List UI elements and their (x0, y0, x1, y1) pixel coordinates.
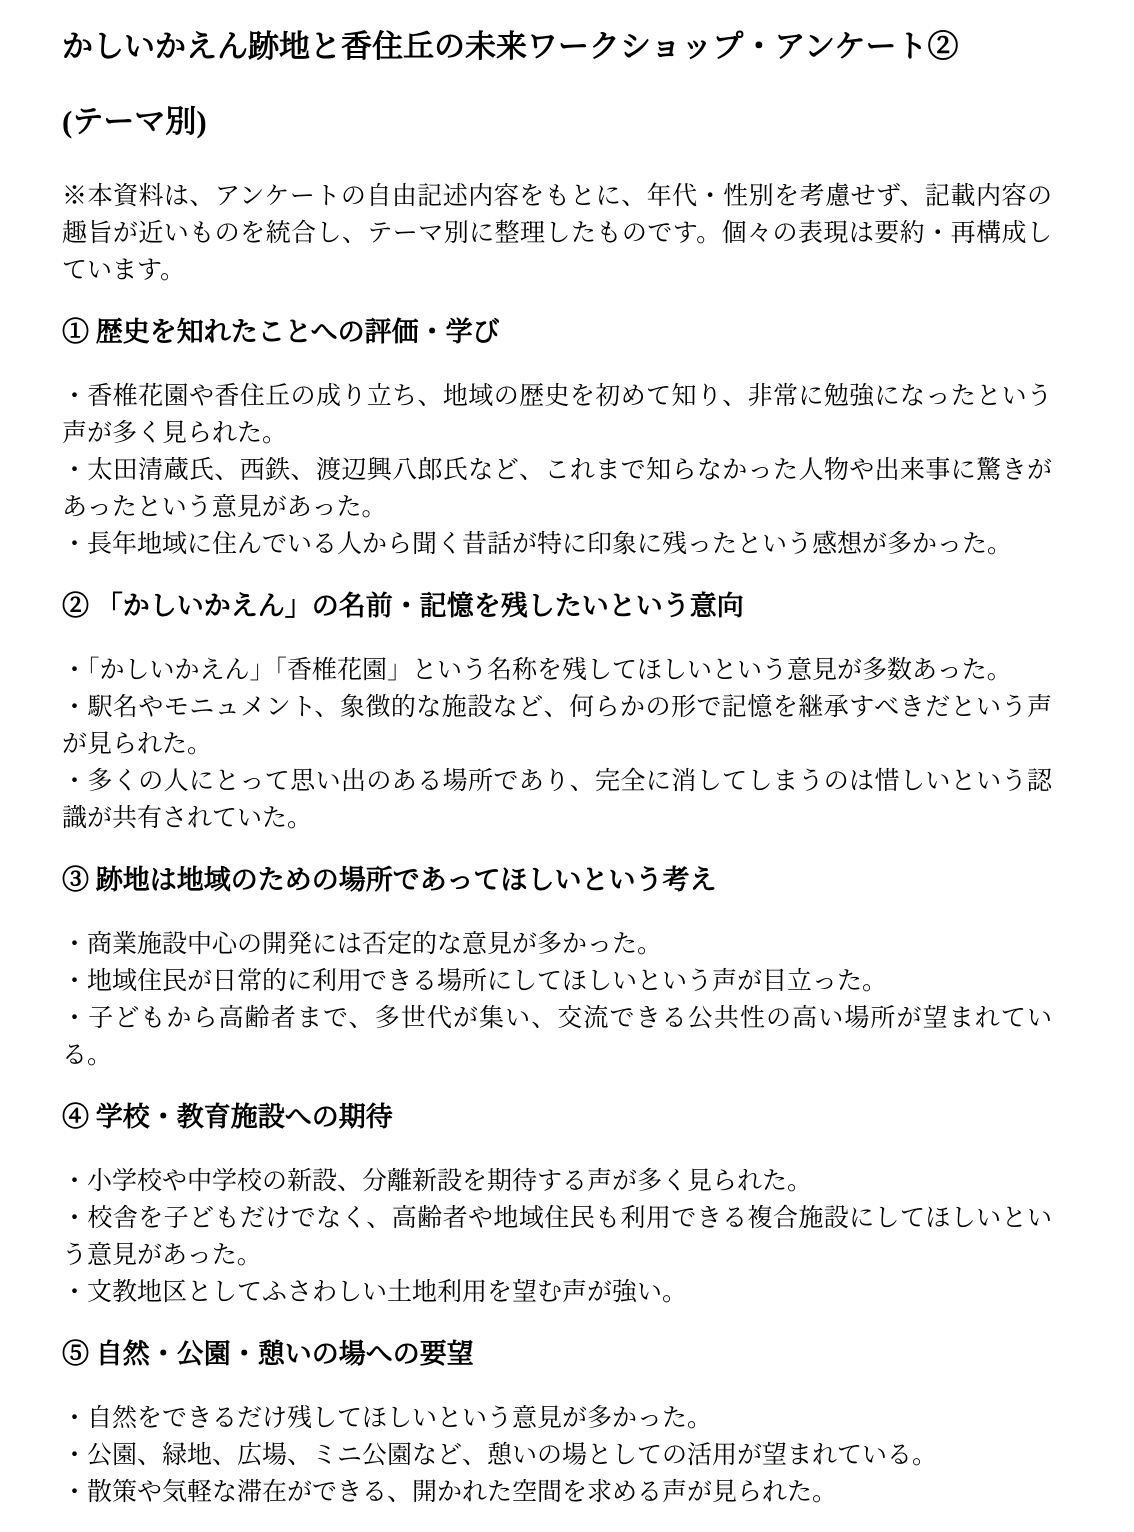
bullet-item: ・多くの人にとって思い出のある場所であり、完全に消してしまうのは惜しいという認識が共有されていた。 (62, 767, 1052, 832)
section-heading: ② 「かしいかえん」の名前・記憶を残したいという意向 (62, 590, 744, 621)
bullet-item: ・文教地区としてふさわしい土地利用を望む声が強い。 (62, 1278, 688, 1306)
section-heading: ⑤ 自然・公園・憩いの場への要望 (62, 1338, 474, 1369)
note-paragraph: ※本資料は、アンケートの自由記述内容をもとに、年代・性別を考慮せず、記載内容の趣旨が近いものを統合し、テーマ別に整理したものです。個々の表現は要約・再構成しています。 (62, 182, 1052, 284)
bullet-item: ・商業施設中心の開発には否定的な意見が多かった。 (62, 930, 663, 958)
bullet-item: ・駅名やモニュメント、象徴的な施設など、何らかの形で記憶を継承すべきだという声が見られた。 (62, 693, 1052, 758)
bullet-item: ・子どもから高齢者まで、多世代が集い、交流できる公共性の高い場所が望まれている。 (62, 1004, 1052, 1069)
page-title: かしいかえん跡地と香住丘の未来ワークショップ・アンケート② (62, 29, 959, 64)
bullet-item: ・「かしいかえん」「香椎花園」という名称を残してほしいという意見が多数あった。 (62, 656, 1012, 684)
section-nature-park (62, 1337, 1052, 1511)
page-subtitle: (テーマ別) (62, 103, 207, 139)
bullet-item: ・太田清蔵氏、西鉄、渡辺興八郎氏など、これまで知らなかった人物や出来事に驚きがあったという意見があった。 (62, 456, 1052, 521)
bullet-item: ・自然をできるだけ残してほしいという意見が多かった。 (62, 1404, 713, 1432)
bullet-item: ・地域住民が日常的に利用できる場所にしてほしいという声が目立った。 (62, 967, 888, 995)
bullet-item: ・長年地域に住んでいる人から聞く昔話が特に印象に残ったという感想が多かった。 (62, 530, 1013, 558)
bullet-item: ・小学校や中学校の新設、分離新設を期待する声が多く見られた。 (62, 1167, 813, 1195)
bullet-item: ・公園、緑地、広場、ミニ公園など、憩いの場としての活用が望まれている。 (62, 1441, 938, 1469)
section-name-memory (62, 589, 1052, 837)
bullet-item: ・香椎花園や香住丘の成り立ち、地域の歴史を初めて知り、非常に勉強になったという声が多く見られた。 (62, 382, 1052, 447)
section-heading: ① 歴史を知れたことへの評価・学び (62, 316, 500, 347)
section-community-place (62, 863, 1052, 1074)
section-heading: ③ 跡地は地域のための場所であってほしいという考え (62, 864, 717, 895)
section-school-education (62, 1100, 1052, 1311)
section-heading: ④ 学校・教育施設への期待 (62, 1101, 393, 1132)
bullet-item: ・散策や気軽な滞在ができる、開かれた空間を求める声が見られた。 (62, 1478, 838, 1506)
bullet-item: ・校舎を子どもだけでなく、高齢者や地域住民も利用できる複合施設にしてほしいという意見があった。 (62, 1204, 1052, 1269)
section-history (62, 315, 1052, 563)
